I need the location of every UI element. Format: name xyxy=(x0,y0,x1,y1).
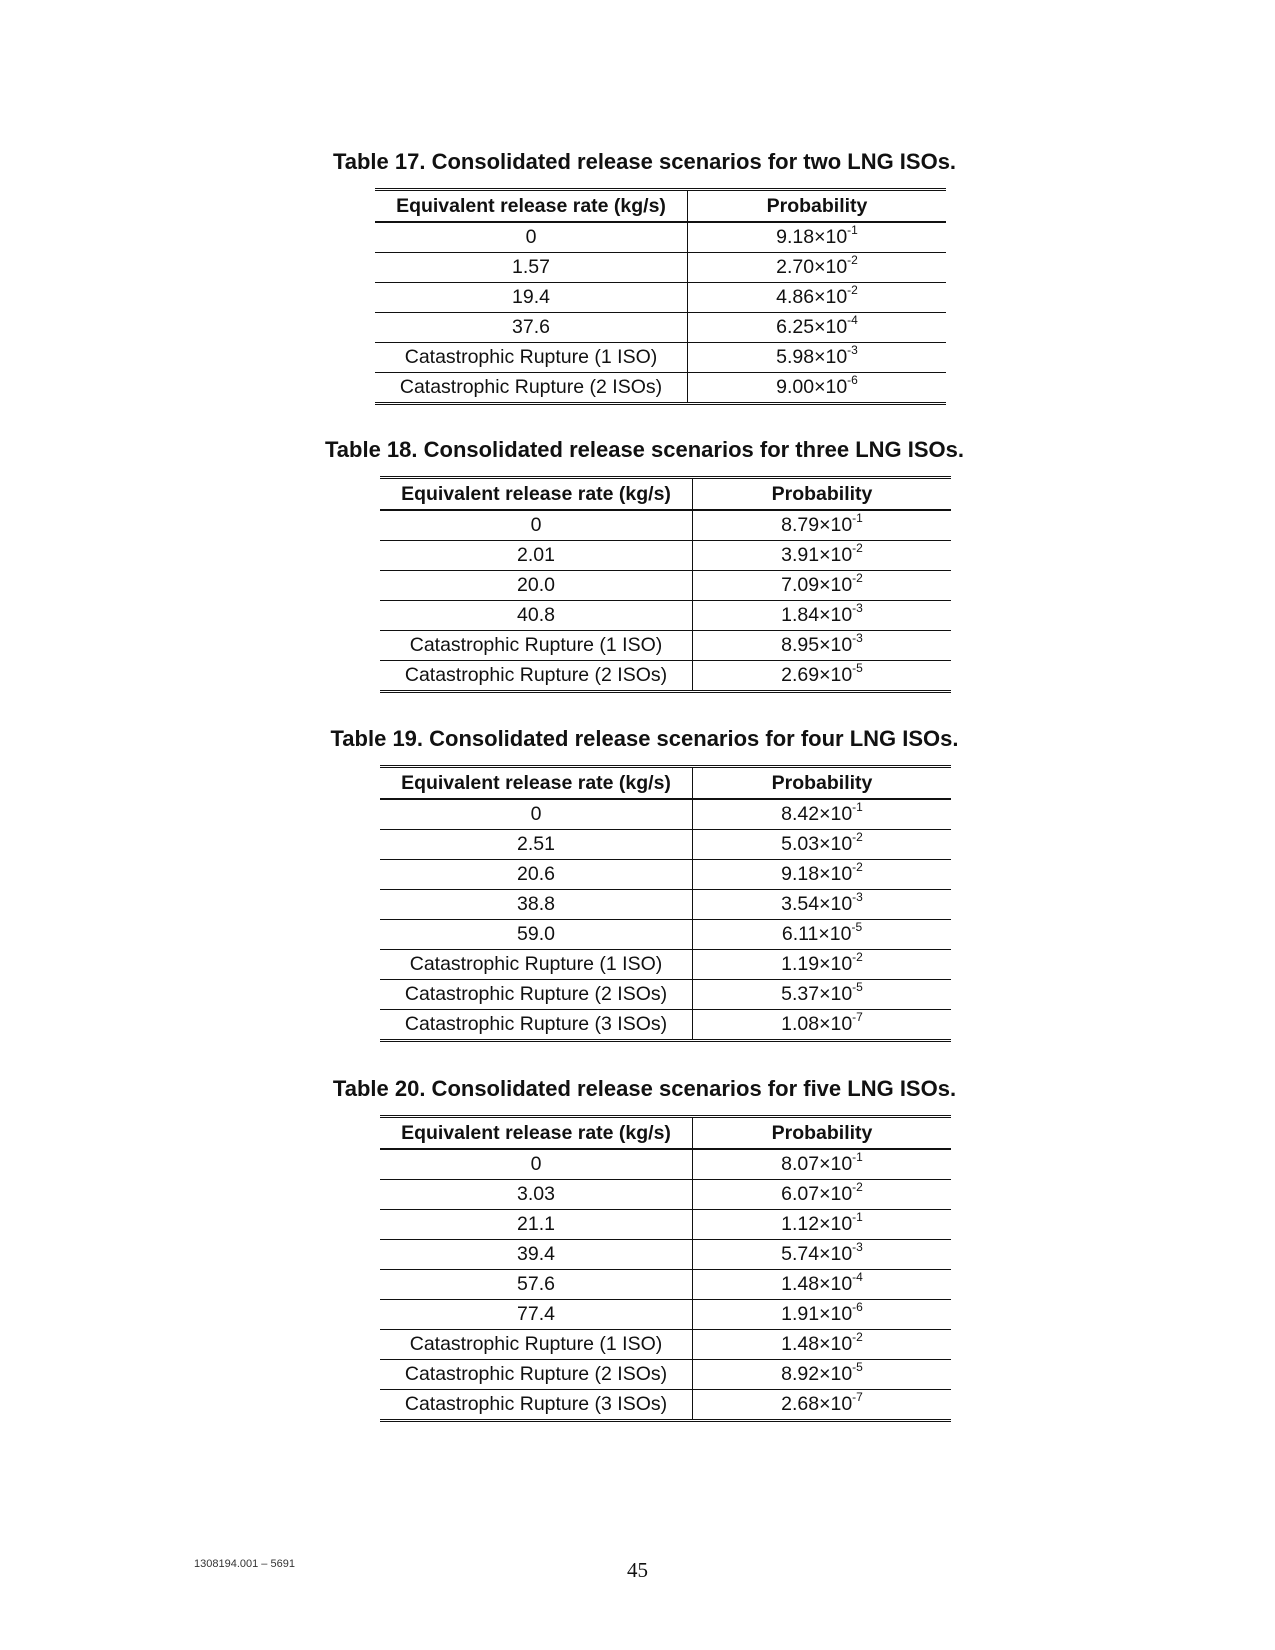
probability-cell: $1.84\times 10^{-3}$ xyxy=(693,601,952,631)
rate-cell: 40.8 xyxy=(380,601,693,631)
table-row xyxy=(380,1270,951,1300)
table-row xyxy=(380,1330,951,1360)
rate-cell: Catastrophic Rupture (1 ISO) xyxy=(380,1330,693,1360)
table-row xyxy=(380,1390,951,1421)
rate-cell: 0 xyxy=(375,222,688,253)
rate-cell: 39.4 xyxy=(380,1240,693,1270)
rate-cell: Catastrophic Rupture (2 ISOs) xyxy=(380,980,693,1010)
probability-cell: $8.07\times 10^{-1}$ xyxy=(693,1149,952,1180)
probability-cell: $7.09\times 10^{-2}$ xyxy=(693,571,952,601)
table-row xyxy=(380,950,951,980)
table-17-block xyxy=(0,148,1275,176)
table-19-block xyxy=(0,725,1275,753)
table-row xyxy=(380,1360,951,1390)
rate-cell: 19.4 xyxy=(375,283,688,313)
probability-cell: $1.48\times 10^{-2}$ xyxy=(693,1330,952,1360)
probability-cell: $8.79\times 10^{-1}$ xyxy=(693,510,952,541)
rate-cell: Catastrophic Rupture (3 ISOs) xyxy=(380,1010,693,1041)
table-19 xyxy=(380,765,951,1042)
table-row xyxy=(380,830,951,860)
table-18-block xyxy=(0,436,1275,464)
table-20 xyxy=(380,1115,951,1422)
table-row xyxy=(380,860,951,890)
probability-cell: $6.11\times 10^{-5}$ xyxy=(693,920,952,950)
table-row xyxy=(380,1010,951,1041)
table-caption: Table 17. Consolidated release scenarios for two LNG ISOs. xyxy=(332,149,957,174)
table-caption: Table 19. Consolidated release scenarios for four LNG ISOs. xyxy=(330,726,959,751)
column-header-probability: Probability xyxy=(693,767,952,800)
table-caption: Table 18. Consolidated release scenarios for three LNG ISOs. xyxy=(324,437,965,462)
probability-cell: $4.86\times 10^{-2}$ xyxy=(688,283,947,313)
probability-cell: $6.25\times 10^{-4}$ xyxy=(688,313,947,343)
table-row xyxy=(380,601,951,631)
rate-cell: 21.1 xyxy=(380,1210,693,1240)
rate-cell: Catastrophic Rupture (1 ISO) xyxy=(380,950,693,980)
table-row xyxy=(380,510,951,541)
table-row xyxy=(380,920,951,950)
rate-cell: 59.0 xyxy=(380,920,693,950)
page-number: 45 xyxy=(627,1558,648,1582)
probability-cell: $8.92\times 10^{-5}$ xyxy=(693,1360,952,1390)
table-17 xyxy=(375,188,946,405)
probability-cell: $9.18\times 10^{-2}$ xyxy=(693,860,952,890)
column-header-rate: Equivalent release rate (kg/s) xyxy=(380,478,693,511)
probability-cell: $1.19\times 10^{-2}$ xyxy=(693,950,952,980)
table-row xyxy=(380,1180,951,1210)
probability-cell: $3.54\times 10^{-3}$ xyxy=(693,890,952,920)
probability-cell: $1.48\times 10^{-4}$ xyxy=(693,1270,952,1300)
column-header-rate: Equivalent release rate (kg/s) xyxy=(375,190,688,223)
table-row xyxy=(375,253,946,283)
table-row xyxy=(380,980,951,1010)
rate-cell: 20.0 xyxy=(380,571,693,601)
table-row xyxy=(380,631,951,661)
rate-cell: 57.6 xyxy=(380,1270,693,1300)
probability-cell: $1.08\times 10^{-7}$ xyxy=(781,1009,863,1035)
rate-cell: Catastrophic Rupture (2 ISOs) xyxy=(375,373,688,404)
rate-cell: Catastrophic Rupture (3 ISOs) xyxy=(380,1390,693,1421)
probability-cell: $2.68\times 10^{-7}$ xyxy=(781,1389,863,1415)
document-id: 1308194.001 – 5691 xyxy=(194,1558,295,1570)
table-row xyxy=(380,799,951,830)
table-caption: Table 20. Consolidated release scenarios for five LNG ISOs. xyxy=(332,1076,957,1101)
column-header-probability: Probability xyxy=(693,478,952,511)
table-18 xyxy=(380,476,951,693)
table-row xyxy=(380,661,951,692)
rate-cell: Catastrophic Rupture (2 ISOs) xyxy=(380,661,693,692)
rate-cell: 0 xyxy=(380,510,693,541)
rate-cell: Catastrophic Rupture (1 ISO) xyxy=(380,631,693,661)
rate-cell: Catastrophic Rupture (2 ISOs) xyxy=(380,1360,693,1390)
probability-cell: $8.42\times 10^{-1}$ xyxy=(693,799,952,830)
rate-cell: 2.51 xyxy=(380,830,693,860)
probability-cell: $5.98\times 10^{-3}$ xyxy=(688,343,947,373)
table-20-block xyxy=(0,1075,1275,1103)
table-row xyxy=(375,373,946,404)
table-row xyxy=(380,1240,951,1270)
rate-cell: 3.03 xyxy=(380,1180,693,1210)
probability-cell: $5.03\times 10^{-2}$ xyxy=(693,830,952,860)
table-row xyxy=(375,343,946,373)
table-row xyxy=(380,571,951,601)
probability-cell: $8.95\times 10^{-3}$ xyxy=(693,631,952,661)
probability-cell: $6.07\times 10^{-2}$ xyxy=(693,1180,952,1210)
probability-cell: $3.91\times 10^{-2}$ xyxy=(693,541,952,571)
rate-cell: 20.6 xyxy=(380,860,693,890)
table-row xyxy=(380,890,951,920)
rate-cell: 77.4 xyxy=(380,1300,693,1330)
column-header-probability: Probability xyxy=(688,190,947,223)
rate-cell: 38.8 xyxy=(380,890,693,920)
table-row xyxy=(380,541,951,571)
probability-cell: $5.74\times 10^{-3}$ xyxy=(693,1240,952,1270)
column-header-rate: Equivalent release rate (kg/s) xyxy=(380,767,693,800)
probability-cell: $5.37\times 10^{-5}$ xyxy=(693,980,952,1010)
probability-cell: $1.91\times 10^{-6}$ xyxy=(693,1300,952,1330)
table-row xyxy=(375,283,946,313)
column-header-rate: Equivalent release rate (kg/s) xyxy=(380,1117,693,1150)
probability-cell: $9.18\times 10^{-1}$ xyxy=(688,222,947,253)
probability-cell: $2.69\times 10^{-5}$ xyxy=(781,660,863,686)
table-row xyxy=(380,1210,951,1240)
probability-cell: $2.70\times 10^{-2}$ xyxy=(688,253,947,283)
rate-cell: 2.01 xyxy=(380,541,693,571)
rate-cell: 37.6 xyxy=(375,313,688,343)
rate-cell: 1.57 xyxy=(375,253,688,283)
table-row xyxy=(375,313,946,343)
rate-cell: 0 xyxy=(380,799,693,830)
probability-cell: $9.00\times 10^{-6}$ xyxy=(776,372,858,398)
probability-cell: $1.12\times 10^{-1}$ xyxy=(693,1210,952,1240)
table-row xyxy=(380,1300,951,1330)
rate-cell: Catastrophic Rupture (1 ISO) xyxy=(375,343,688,373)
table-row xyxy=(380,1149,951,1180)
rate-cell: 0 xyxy=(380,1149,693,1180)
column-header-probability: Probability xyxy=(693,1117,952,1150)
table-row xyxy=(375,222,946,253)
